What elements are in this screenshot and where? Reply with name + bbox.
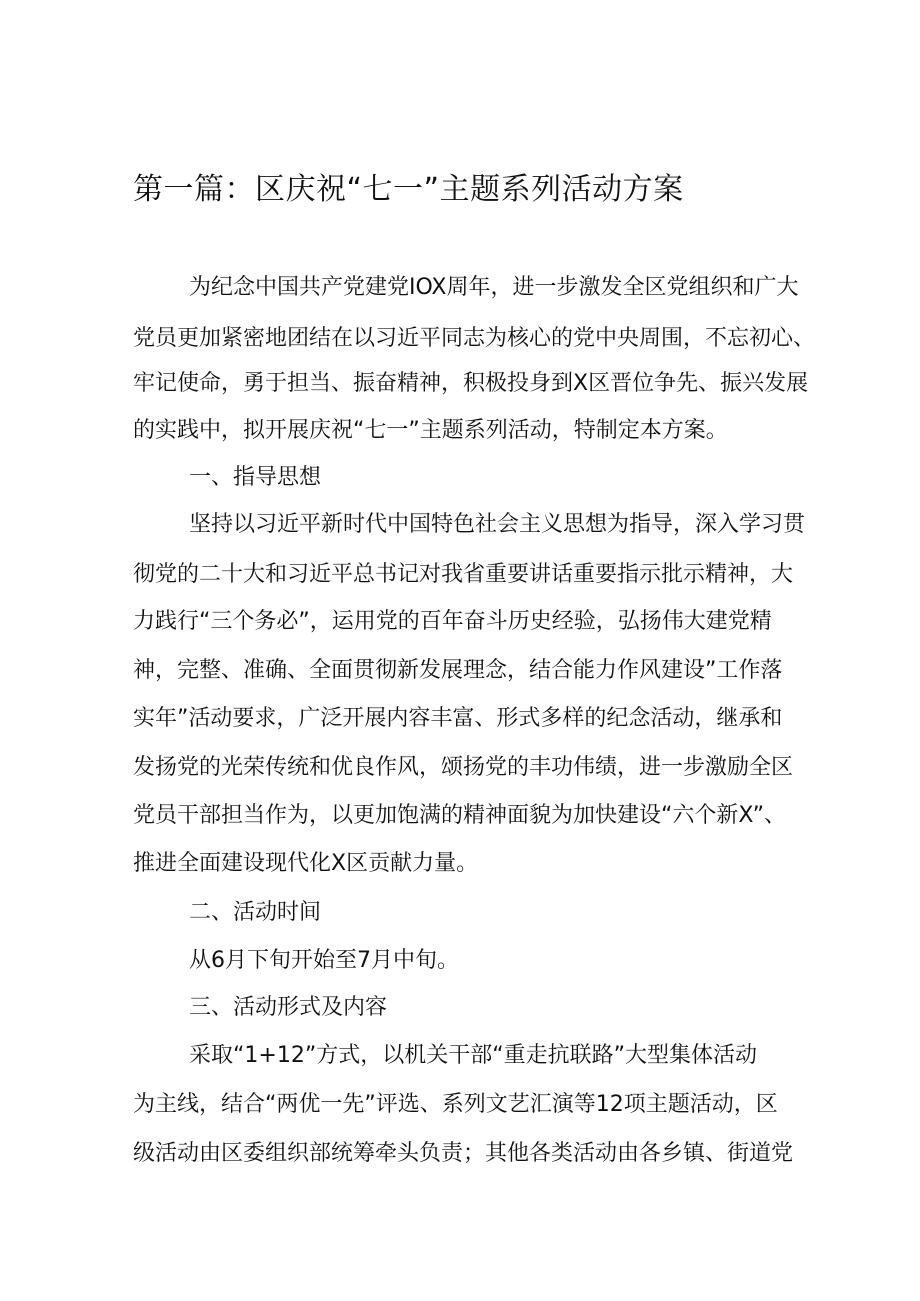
section-heading-1: 一、指导思想 [189,465,322,490]
section-heading-3: 三、活动形式及内容 [189,995,388,1020]
paragraph-3: 从6月下旬开始至7月中旬。 [189,948,459,973]
document-title: 第一篇：区庆祝“七一”主题系列活动方案 [133,172,684,207]
paragraph-2-line-7: 党员干部担当作为，以更加饱满的精神面貌为加快建设“六个新X”、 [133,803,786,828]
paragraph-1-line-4: 的实践中，拟开展庆祝“七一”主题系列活动，特制定本方案。 [133,418,728,443]
paragraph-4-line-1: 采取“1+12”方式，以机关干部“重走抗联路”大型集体活动 [189,1043,758,1068]
paragraph-2-line-5: 实年”活动要求，广泛开展内容丰富、形式多样的纪念活动，继承和 [133,706,783,731]
section-heading-2: 二、活动时间 [189,900,322,925]
paragraph-1-line-1: 为纪念中国共产党建党IOX周年，进一步激发全区党组织和广大 [189,275,799,300]
paragraph-2-line-6: 发扬党的光荣传统和优良作风，颂扬党的丰功伟绩，进一步激励全区 [133,755,794,780]
paragraph-2-line-3: 力践行“三个务必”，运用党的百年奋斗历史经验，弘扬伟大建党精 [133,609,772,634]
paragraph-4-line-3: 级活动由区委组织部统筹牵头负责；其他各类活动由各乡镇、街道党 [133,1141,794,1166]
paragraph-2-line-8: 推进全面建设现代化X区贡献力量。 [133,851,479,876]
paragraph-2-line-1: 坚持以习近平新时代中国特色社会主义思想为指导，深入学习贯 [189,512,806,537]
paragraph-2-line-4: 神，完整、准确、全面贯彻新发展理念，结合能力作风建设”工作落 [133,658,783,683]
paragraph-2-line-2: 彻党的二十大和习近平总书记对我省重要讲话重要指示批示精神，大 [133,562,794,587]
paragraph-4-line-2: 为主线，结合“两优一先”评选、系列文艺汇演等12项主题活动，区 [133,1092,778,1117]
paragraph-1-line-3: 牢记使命，勇于担当、振奋精神，积极投身到X区晋位争先、振兴发展 [133,371,809,396]
paragraph-1-line-2: 党员更加紧密地团结在以习近平同志为核心的党中央周围，不忘初心、 [133,326,816,351]
